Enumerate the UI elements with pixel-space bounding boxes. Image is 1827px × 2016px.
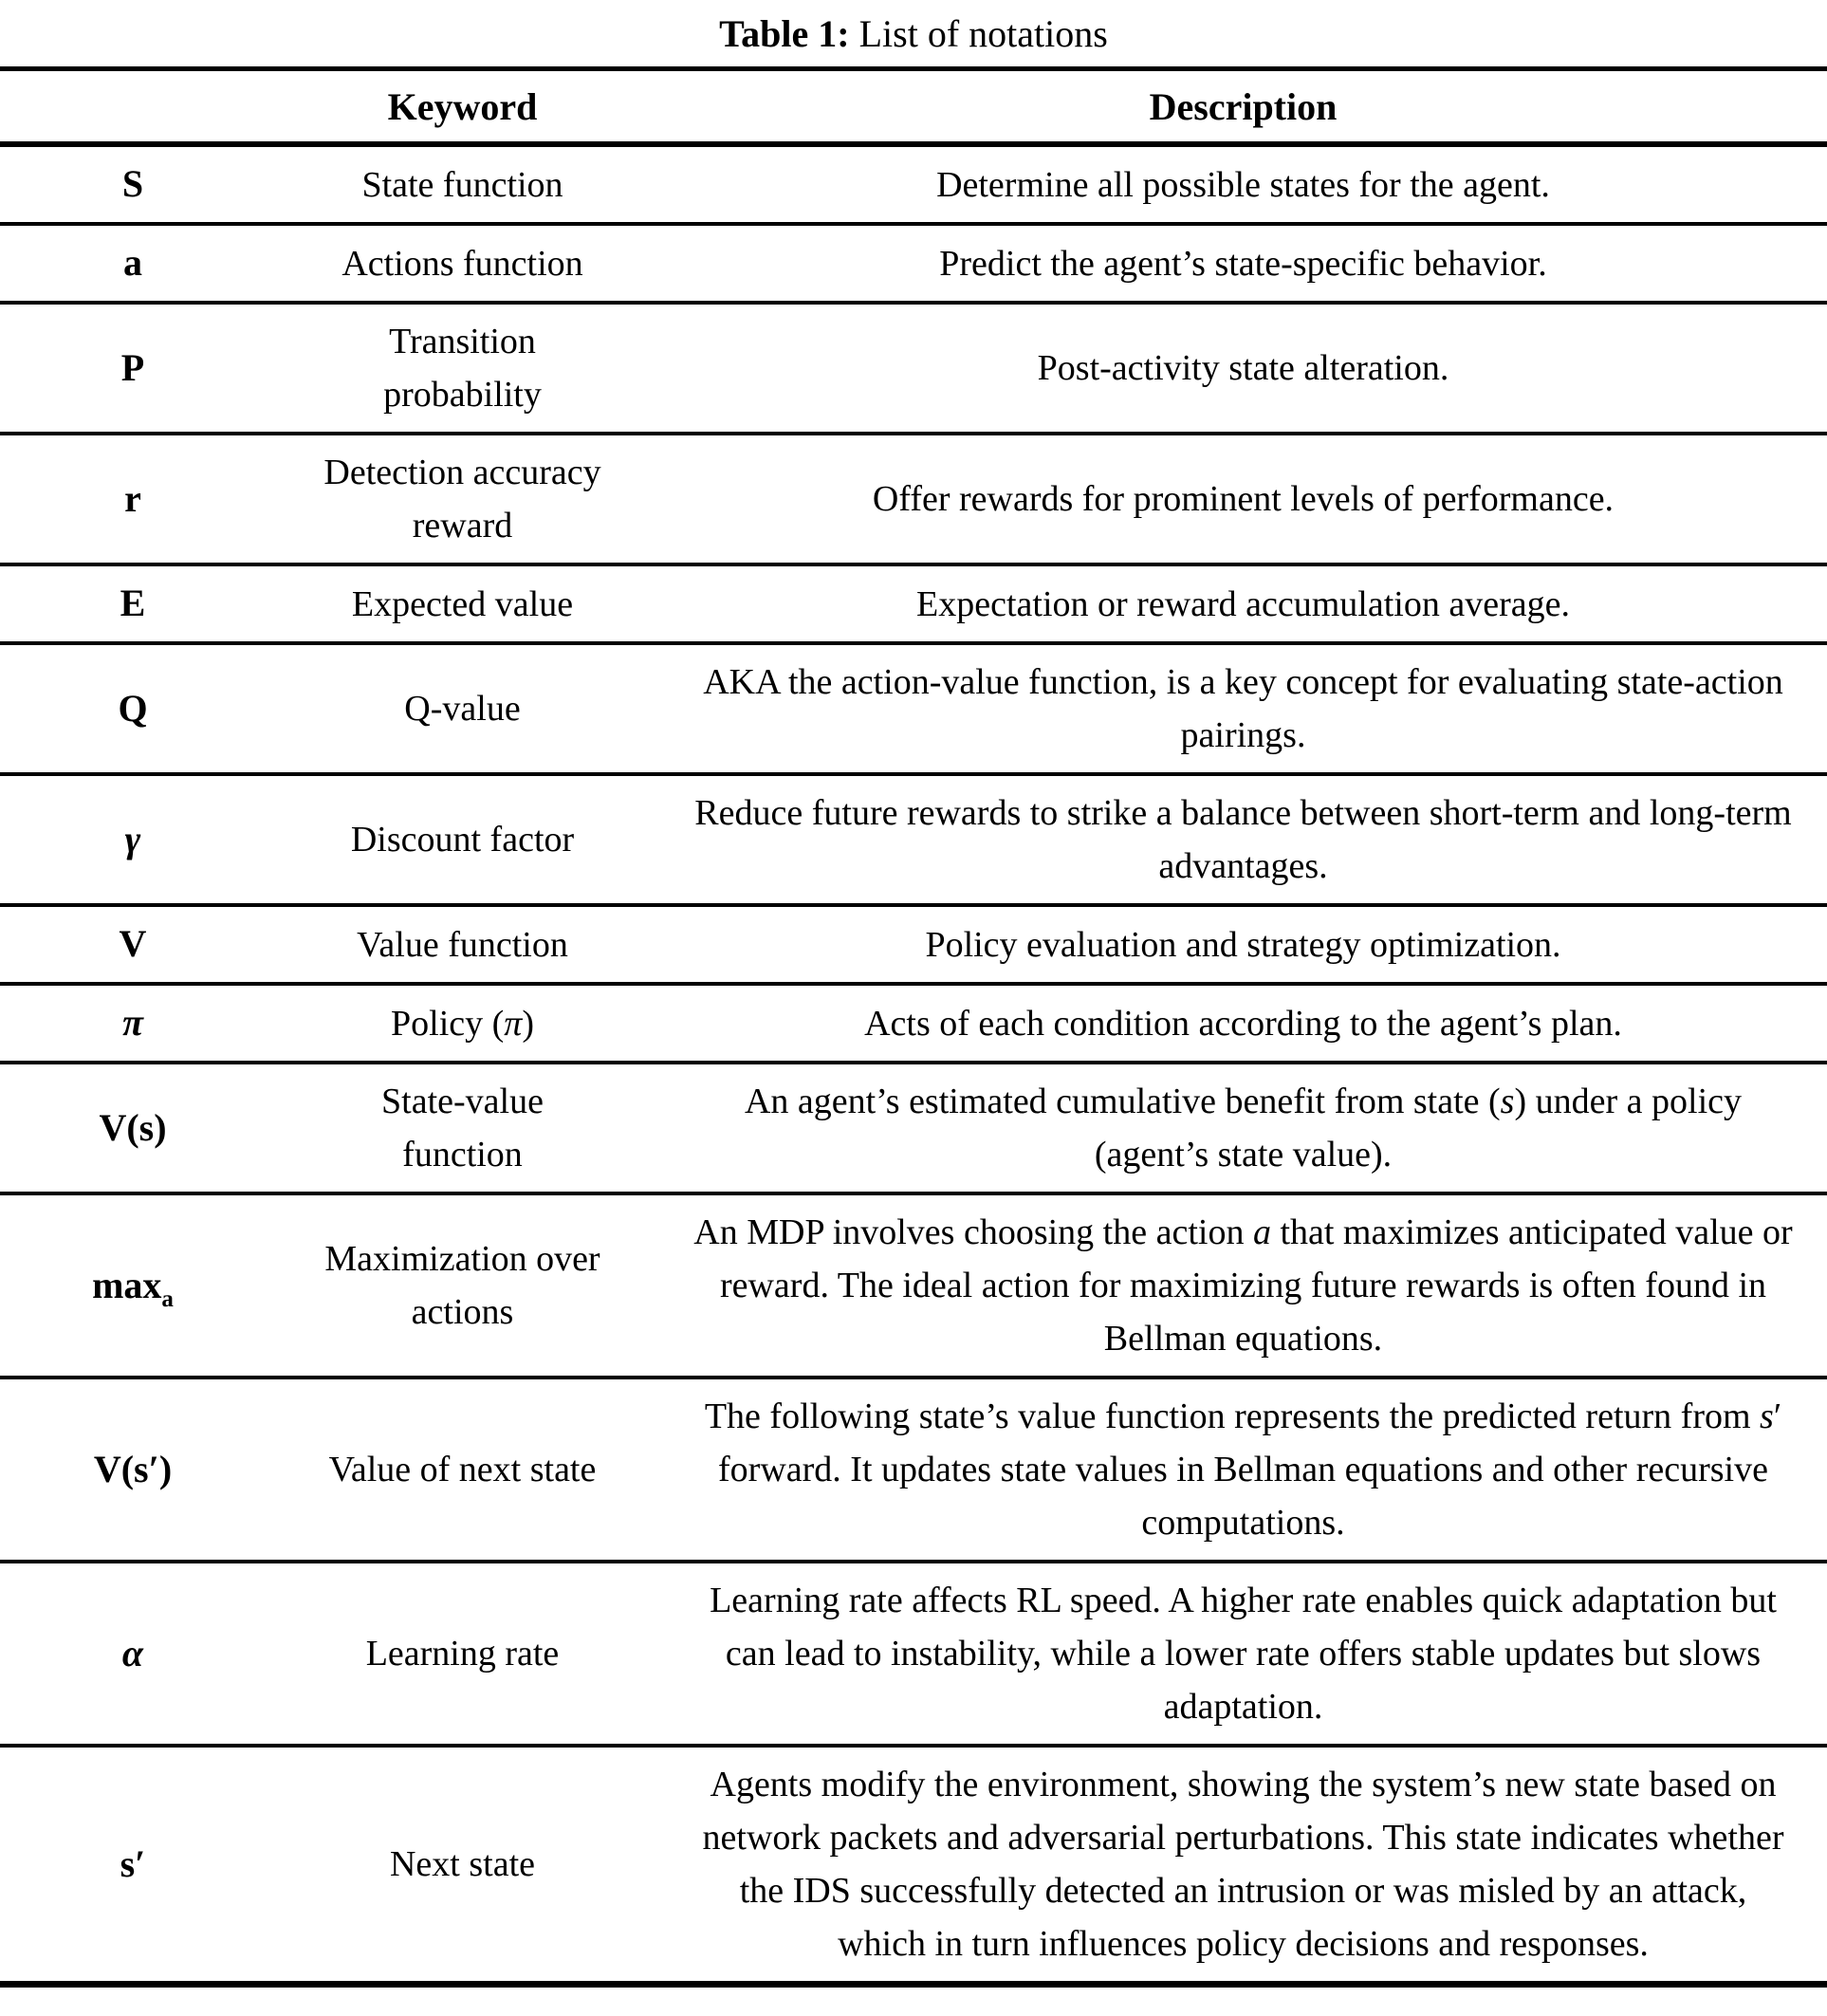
notation-symbol: S [121,162,144,205]
keyword-text: Expected value [351,583,574,624]
table-row [0,1193,1827,1378]
table-caption-text: List of notations [858,11,1108,55]
keyword-text: Next state [389,1844,535,1884]
notation-symbol: r [124,476,141,520]
description-text: Policy evaluation and strategy optimization. [925,924,1561,965]
description-text: Determine all possible states for the agent. [936,164,1550,205]
symbol-cell [0,1746,266,1985]
table-row [0,564,1827,643]
table-header [0,69,1827,145]
table-row [0,224,1827,303]
description-text: Acts of each condition according to the agent’s plan. [864,1003,1622,1044]
keyword-cell [266,144,659,224]
table-row [0,1746,1827,1985]
notation-symbol: α [121,1631,144,1674]
notation-symbol: s′ [120,1841,146,1885]
keyword-text: Actions function [341,243,583,284]
symbol-cell [0,1378,266,1562]
keyword-text: Value of next state [328,1450,597,1489]
table-row [0,1562,1827,1746]
symbol-cell [0,1562,266,1746]
description-cell [659,224,1827,303]
description-text: Predict the agent’s state-specific behavior. [939,243,1547,284]
notation-symbol: E [120,582,146,624]
description-text: Offer rewards for prominent levels of performance. [872,479,1615,519]
keyword-text: State function [361,164,563,205]
description-cell [659,1378,1827,1562]
notation-symbol: γ [124,817,141,860]
keyword-text: Policy (π) [391,1003,534,1044]
table-caption-label: Table 1: [719,11,850,55]
table-row [0,1063,1827,1193]
table-row [0,303,1827,434]
description-cell [659,303,1827,434]
notation-symbol: a [123,241,142,284]
symbol-cell [0,984,266,1063]
keyword-text: Discount factor [350,820,575,860]
keyword-text: Transition probability [383,322,542,415]
keyword-cell [266,1193,659,1378]
keyword-cell [266,984,659,1063]
table-row [0,1378,1827,1562]
keyword-cell [266,303,659,434]
keyword-text: Value function [357,924,568,965]
description-text: The following state’s value function represents the predicted return from s′ forward. It updates state values in Bellman equations and other recursive computations. [704,1396,1782,1543]
description-cell [659,984,1827,1063]
keyword-cell [266,643,659,774]
description-text: Post-activity state alteration. [1037,348,1449,388]
description-cell [659,774,1827,905]
header-row [0,69,1827,145]
table-body [0,144,1827,1985]
description-cell [659,643,1827,774]
keyword-cell [266,1562,659,1746]
symbol-cell [0,643,266,774]
table-row [0,434,1827,564]
keyword-cell [266,564,659,643]
symbol-cell [0,224,266,303]
keyword-cell [266,774,659,905]
symbol-cell [0,905,266,984]
table-row [0,905,1827,984]
notation-symbol-subscript: a [161,1285,174,1312]
description-text: Learning rate affects RL speed. A higher rate enables quick adaptation but can lead to instability, while a lower rate offers stable updates but slows adaptation. [710,1581,1777,1727]
keyword-text: Detection accuracy reward [323,453,601,546]
column-header-keyword: Keyword [266,69,659,145]
notation-symbol: V(s) [99,1105,167,1149]
keyword-cell [266,434,659,564]
keyword-text: Q-value [404,689,521,729]
notations-table [0,66,1827,1988]
description-text: Reduce future rewards to strike a balance between short-term and long-term advantages. [694,793,1792,886]
keyword-cell [266,224,659,303]
description-cell [659,144,1827,224]
symbol-cell [0,434,266,564]
description-text: Agents modify the environment, showing the system’s new state based on network packets and adversarial perturbations. This state indicates whether the IDS successfully detected an intrusion or was misled by an attack, which in turn influences policy decisions and responses. [702,1765,1784,1964]
keyword-cell [266,905,659,984]
description-text: AKA the action-value function, is a key concept for evaluating state-action pairings. [703,662,1783,755]
table-row [0,144,1827,224]
description-cell [659,434,1827,564]
symbol-cell [0,564,266,643]
description-cell [659,564,1827,643]
symbol-cell [0,774,266,905]
description-cell [659,1063,1827,1193]
notation-symbol: Q [118,686,148,730]
column-header-symbol [0,69,266,145]
notation-symbol: π [122,1001,143,1044]
keyword-cell [266,1378,659,1562]
description-text: Expectation or reward accumulation average. [916,583,1570,624]
table-caption [0,0,1827,66]
symbol-cell [0,144,266,224]
keyword-text: Learning rate [365,1634,560,1674]
keyword-cell [266,1746,659,1985]
description-cell [659,905,1827,984]
description-cell [659,1746,1827,1985]
notation-symbol: $\max_a$ [92,1263,174,1312]
description-text: An MDP involves choosing the action a that maximizes anticipated value or reward. The ideal action for maximizing future rewards is often found in Bellman equations. [693,1212,1793,1359]
symbol-cell [0,1193,266,1378]
notation-symbol: V(s′) [93,1447,173,1490]
column-header-description: Description [659,69,1827,145]
table-row [0,774,1827,905]
notation-symbol: P [120,345,145,389]
keyword-text: State-value function [381,1082,544,1174]
table-row [0,643,1827,774]
table-row [0,984,1827,1063]
description-cell [659,1562,1827,1746]
symbol-cell [0,303,266,434]
notation-symbol: V [119,922,147,965]
symbol-cell [0,1063,266,1193]
keyword-cell [266,1063,659,1193]
description-text: An agent’s estimated cumulative benefit from state (s) under a policy (agent’s state value). [744,1082,1742,1174]
keyword-text: Maximization over actions [324,1239,600,1332]
description-cell [659,1193,1827,1378]
